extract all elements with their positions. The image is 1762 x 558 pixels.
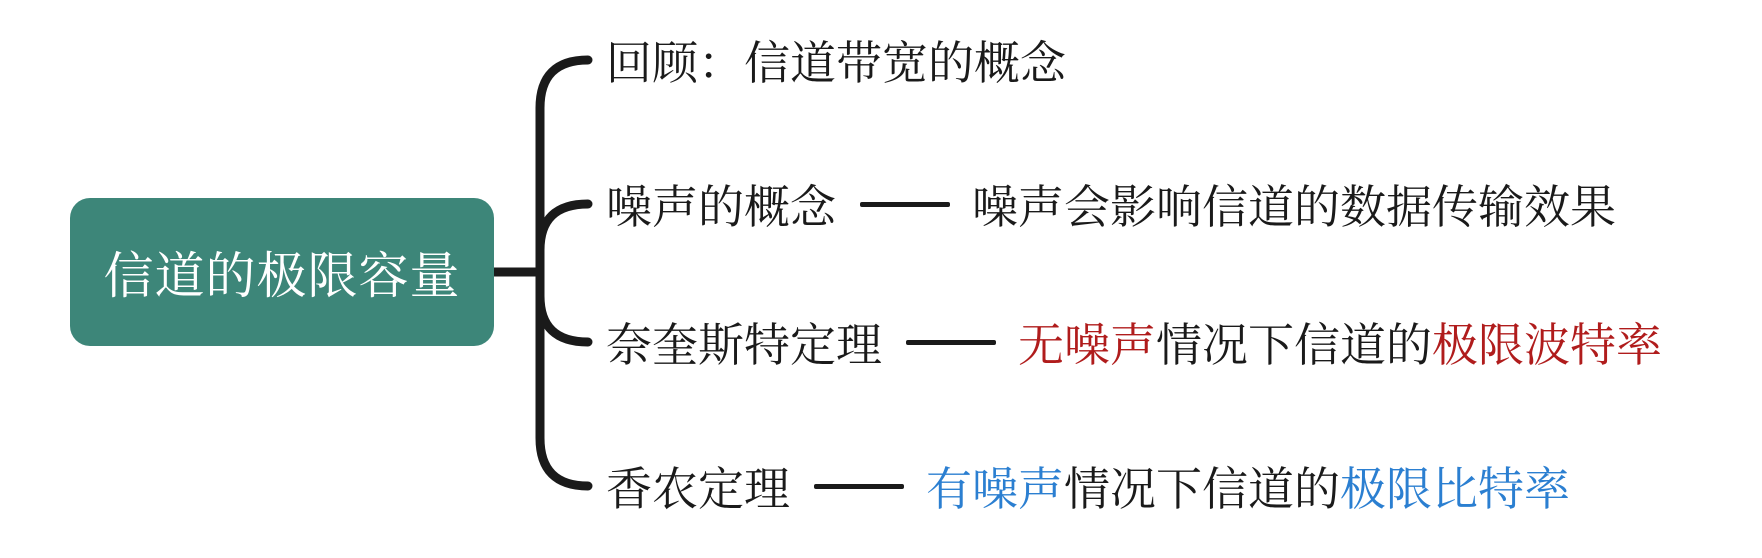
branch-label: 奈奎斯特定理 (606, 318, 882, 372)
dash-separator (814, 484, 904, 489)
branch-review (606, 28, 1066, 92)
detail-emphasis: 无噪声 (1018, 318, 1156, 372)
detail-text: 情况下信道的 (1156, 318, 1432, 372)
branch-detail (926, 453, 1570, 519)
detail-emphasis: 有噪声 (926, 462, 1064, 516)
dash-separator (860, 202, 950, 207)
branch-detail (1018, 309, 1662, 375)
branch-detail (972, 171, 1616, 237)
branch-label: 噪声的概念 (606, 180, 836, 234)
detail-emphasis: 极限波特率 (1432, 318, 1662, 372)
branch-shannon (606, 454, 1570, 518)
branch-label: 香农定理 (606, 462, 790, 516)
branch-nyquist (606, 310, 1662, 374)
branch-label: 回顾：信道带宽的概念 (606, 36, 1066, 90)
root-label: 信道的极限容量 (103, 247, 461, 305)
root-node (70, 198, 494, 346)
detail-text: 情况下信道的 (1064, 462, 1340, 516)
branch-connector-2 (540, 204, 588, 250)
detail-emphasis: 极限比特率 (1340, 462, 1570, 516)
detail-text: 噪声会影响信道的数据传输效果 (972, 180, 1616, 234)
dash-separator (906, 340, 996, 345)
branch-connector-3 (540, 296, 588, 342)
branch-noise-concept (606, 172, 1616, 236)
bracket-spine (540, 60, 588, 486)
